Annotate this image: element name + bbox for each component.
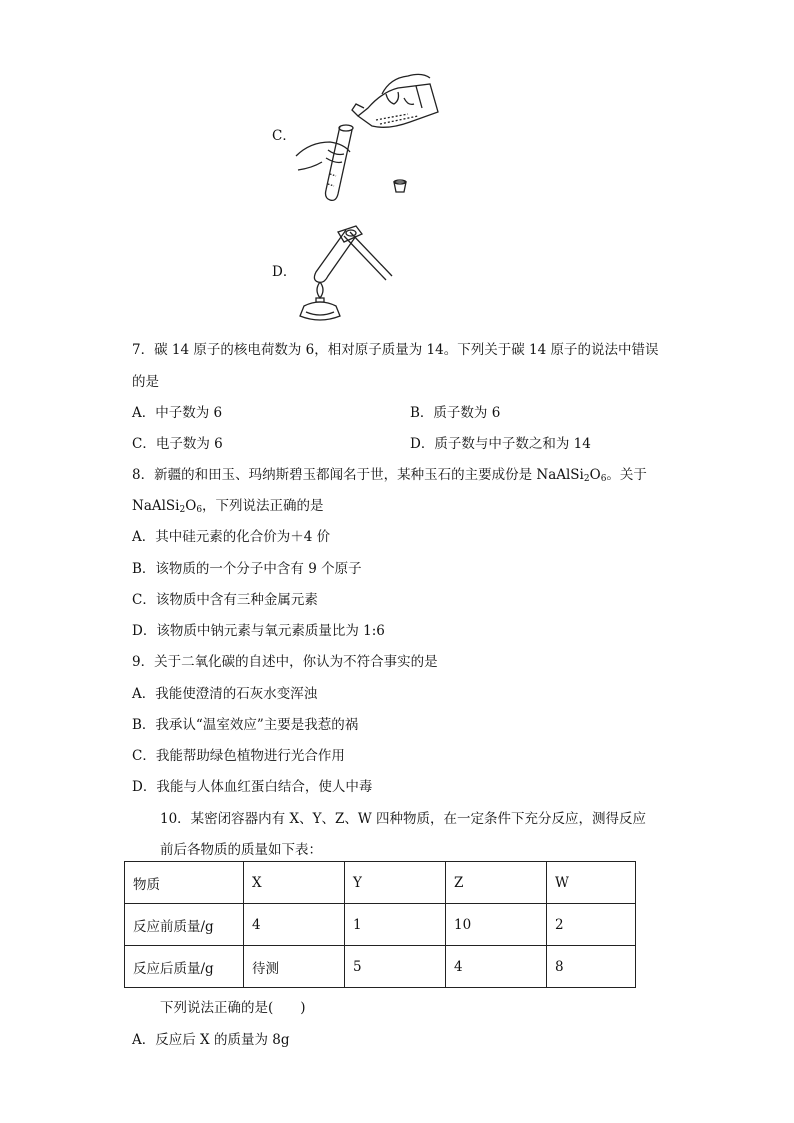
- table-row: [125, 946, 636, 988]
- table-cell: 5: [345, 946, 446, 988]
- q7-stem-line1: 7．碳 14 原子的核电荷数为 6，相对原子质量为 14。下列关于碳 14 原子的说法中错误: [132, 342, 659, 358]
- q9-option-c: C．我能帮助绿色植物进行光合作用: [132, 748, 345, 764]
- q10-prompt: 下列说法正确的是( ): [160, 1000, 306, 1016]
- table-cell: Y: [345, 862, 446, 904]
- table-cell: 4: [446, 946, 547, 988]
- figure-d-label: D．: [272, 264, 297, 280]
- table-cell: 2: [547, 904, 636, 946]
- q8-option-a: A．其中硅元素的化合价为＋4 价: [132, 529, 331, 545]
- table-cell: 物质: [125, 862, 244, 904]
- q10-stem-line1: 10．某密闭容器内有 X、Y、Z、W 四种物质，在一定条件下充分反应，测得反应: [160, 811, 647, 827]
- table-cell: 反应前质量/g: [125, 904, 244, 946]
- table-cell: 反应后质量/g: [125, 946, 244, 988]
- q7-option-c: C．电子数为 6: [132, 436, 223, 452]
- q9-option-d: D．我能与人体血红蛋白结合，使人中毒: [132, 779, 373, 795]
- table-cell: Z: [446, 862, 547, 904]
- table-cell: 4: [244, 904, 345, 946]
- figure-d-heating-tube: [290, 214, 400, 324]
- table-cell: W: [547, 862, 636, 904]
- q10-option-a: A．反应后 X 的质量为 8g: [132, 1032, 290, 1048]
- q10-stem-line2: 前后各物质的质量如下表：: [160, 842, 322, 858]
- q7-option-b: B．质子数为 6: [410, 405, 501, 421]
- q9-option-b: B．我承认“温室效应”主要是我惹的祸: [132, 717, 359, 733]
- table-header-row: [125, 862, 636, 904]
- q7-stem-line2: 的是: [132, 374, 159, 390]
- table-cell: X: [244, 862, 345, 904]
- table-cell: 1: [345, 904, 446, 946]
- table-cell: 10: [446, 904, 547, 946]
- table-row: [125, 904, 636, 946]
- q7-option-a: A．中子数为 6: [132, 405, 223, 421]
- table-cell: 待测: [244, 946, 345, 988]
- q9-stem: 9．关于二氧化碳的自述中，你认为不符合事实的是: [132, 654, 438, 670]
- q7-option-d: D．质子数与中子数之和为 14: [410, 436, 591, 452]
- q8-option-b: B．该物质的一个分子中含有 9 个原子: [132, 561, 362, 577]
- q8-stem-line1: 8．新疆的和田玉、玛纳斯碧玉都闻名于世，某种玉石的主要成份是 $NaAlSi_2O_6$。关于: [132, 467, 647, 484]
- figure-c-label: C．: [272, 128, 296, 144]
- q9-option-a: A．我能使澄清的石灰水变浑浊: [132, 686, 318, 702]
- table-cell: 8: [547, 946, 636, 988]
- q8-option-c: C．该物质中含有三种金属元素: [132, 592, 318, 608]
- q8-option-d: D．该物质中钠元素与氧元素质量比为 1:6: [132, 623, 385, 639]
- q8-stem-line2: $NaAlSi_2O_6$，下列说法正确的是: [132, 498, 324, 515]
- mass-table: [124, 861, 636, 988]
- figure-c-pouring-liquid: [290, 64, 450, 204]
